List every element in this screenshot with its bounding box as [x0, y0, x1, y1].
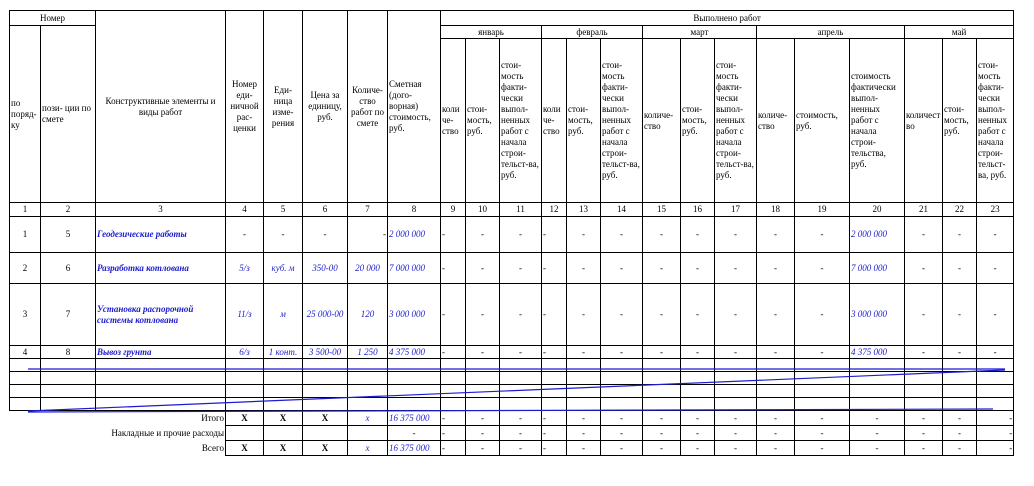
empty-row	[10, 372, 1014, 385]
header-cena: Цена за единицу, руб.	[303, 11, 348, 203]
cell-dash: -	[601, 441, 643, 456]
empty-row	[10, 385, 1014, 398]
cell-dash: -	[850, 426, 905, 441]
cell-dash: -	[757, 441, 795, 456]
cell-dash: -	[715, 441, 757, 456]
cell-dash: -	[681, 284, 715, 346]
cell-dash: -	[795, 441, 850, 456]
cell-dash: -	[943, 441, 977, 456]
cell-dash: -	[500, 426, 542, 441]
cell-dash: -	[441, 284, 466, 346]
cell-dash: -	[977, 346, 1014, 359]
cell-dash: -	[977, 411, 1014, 426]
header-nomer: Номер	[10, 11, 96, 26]
cell-dash: -	[715, 253, 757, 284]
colnum: 19	[795, 203, 850, 217]
sub-stoim-mar: стои-мость, руб.	[681, 39, 715, 203]
cell-dash: -	[567, 346, 601, 359]
row-rate: 5/з	[226, 253, 264, 284]
cell-dash: -	[795, 426, 850, 441]
cell-dash: -	[567, 217, 601, 253]
colnum: 9	[441, 203, 466, 217]
cell-dash: -	[567, 426, 601, 441]
cell-dash: -	[943, 284, 977, 346]
cell-dash: -	[441, 253, 466, 284]
row-name: Установка распорочной системы котлована	[96, 284, 226, 346]
colnum: 14	[601, 203, 643, 217]
colnum: 22	[943, 203, 977, 217]
row-unit: м	[264, 284, 303, 346]
row-unit: 1 конт.	[264, 346, 303, 359]
cell-dash: -	[441, 441, 466, 456]
cell-dash: -	[466, 441, 500, 456]
cell-dash: -	[643, 346, 681, 359]
works-table	[9, 10, 1014, 456]
sub-stoim-feb: стои-мость, руб.	[567, 39, 601, 203]
cell-dash: -	[905, 411, 943, 426]
cell-dash: -	[681, 253, 715, 284]
cell-dash: -	[681, 426, 715, 441]
cell-dash: -	[977, 441, 1014, 456]
header-smetnaya: Сметная (дого-ворная) стоимость, руб.	[388, 11, 441, 203]
cell-dash: -	[466, 346, 500, 359]
sub-fakt-jan: стои-мость факти-чески выпол-ненных работ с начала строи-тельст-ва, руб.	[500, 39, 542, 203]
sub-stoim-apr: стоимость, руб.	[795, 39, 850, 203]
cell-dash: -	[681, 217, 715, 253]
cell-dash: -	[757, 426, 795, 441]
row-cost: 4 375 000	[388, 346, 441, 359]
colnum: 3	[96, 203, 226, 217]
colnum: 11	[500, 203, 542, 217]
sub-fakt-apr: стоимость фактически выпол-ненных работ с начала строи-тельства, руб.	[850, 39, 905, 203]
cell-dash: -	[977, 253, 1014, 284]
row-price: 3 500-00	[303, 346, 348, 359]
row-rate: 11/з	[226, 284, 264, 346]
cell-dash: -	[905, 253, 943, 284]
cell-dash: -	[757, 411, 795, 426]
cell-dash: -	[466, 284, 500, 346]
cell-dash: -	[441, 411, 466, 426]
table-row	[10, 346, 1014, 359]
itogo-x: X	[303, 411, 348, 426]
cell-dash: -	[795, 411, 850, 426]
row-rate: 6/з	[226, 346, 264, 359]
cell-dash: -	[850, 441, 905, 456]
cell-dash: -	[943, 411, 977, 426]
header-vypolneno: Выполнено работ	[441, 11, 1014, 26]
cell-dash: -	[905, 217, 943, 253]
cell-dash: -	[601, 284, 643, 346]
header-elements: Конструктивные элементы и виды работ	[96, 11, 226, 203]
cell-dash: -	[500, 284, 542, 346]
cell-dash: -	[943, 346, 977, 359]
cell-dash: -	[567, 411, 601, 426]
row-april-cost: 2 000 000	[850, 217, 905, 253]
month-may: май	[905, 26, 1014, 39]
cell-dash: -	[441, 217, 466, 253]
month-february: февраль	[542, 26, 643, 39]
vsego-sum: 16 375 000	[388, 441, 441, 456]
colnum: 13	[567, 203, 601, 217]
colnum: 2	[41, 203, 96, 217]
sub-fakt-may: стои-мость факти-чески выпол-ненных работ с начала строи-тельст-ва, руб.	[977, 39, 1014, 203]
colnum: 1	[10, 203, 41, 217]
header-pozicii: пози- ции по смете	[41, 26, 96, 203]
month-january: январь	[441, 26, 542, 39]
header-nomer-rascenki: Номер еди-ничной рас-ценки	[226, 11, 264, 203]
colnum: 5	[264, 203, 303, 217]
cell-dash: -	[601, 426, 643, 441]
colnum: 23	[977, 203, 1014, 217]
table-row	[10, 284, 1014, 346]
colnum: 21	[905, 203, 943, 217]
totals-row-itogo	[10, 411, 1014, 426]
colnum: 7	[348, 203, 388, 217]
cell-dash: -	[567, 253, 601, 284]
cell-dash: -	[681, 411, 715, 426]
cell-dash: -	[757, 217, 795, 253]
sub-kol-mar: количе-ство	[643, 39, 681, 203]
cell-dash: -	[542, 346, 567, 359]
header-kolichestvo: Количе-ство работ по смете	[348, 11, 388, 203]
cell-dash: -	[500, 441, 542, 456]
nakladnye-label: Накладные и прочие расходы	[10, 426, 226, 441]
row-name: Геодезические работы	[96, 217, 226, 253]
itogo-sum: 16 375 000	[388, 411, 441, 426]
cell-dash: -	[715, 346, 757, 359]
sub-kol-feb: коли че-ство	[542, 39, 567, 203]
colnum: 20	[850, 203, 905, 217]
sub-stoim-jan: стои-мость, руб.	[466, 39, 500, 203]
sub-fakt-mar: стои-мость факти-чески выпол-ненных работ с начала строи-тельст-ва, руб.	[715, 39, 757, 203]
table-row	[10, 253, 1014, 284]
cell-dash: -	[905, 441, 943, 456]
cell-dash: -	[943, 426, 977, 441]
nakladnye-cell	[303, 426, 348, 441]
row-price: -	[303, 217, 348, 253]
cell-dash: -	[757, 346, 795, 359]
colnum: 18	[757, 203, 795, 217]
row-name: Вывоз грунта	[96, 346, 226, 359]
colnum: 12	[542, 203, 567, 217]
cell-dash: -	[715, 284, 757, 346]
cell-dash: -	[567, 441, 601, 456]
cell-dash: -	[542, 441, 567, 456]
cell-dash: -	[500, 411, 542, 426]
row-qty: 1 250	[348, 346, 388, 359]
cell-dash: -	[601, 217, 643, 253]
row-position: 8	[41, 346, 96, 359]
cell-dash: -	[643, 217, 681, 253]
row-unit: куб. м	[264, 253, 303, 284]
cell-dash: -	[466, 426, 500, 441]
row-number: 2	[10, 253, 41, 284]
cell-dash: -	[905, 426, 943, 441]
cell-dash: -	[441, 346, 466, 359]
colnum: 8	[388, 203, 441, 217]
vsego-x: X	[264, 441, 303, 456]
cell-dash: -	[500, 346, 542, 359]
cell-dash: -	[795, 346, 850, 359]
vsego-label: Всего	[10, 441, 226, 456]
colnum: 15	[643, 203, 681, 217]
cell-dash: -	[977, 284, 1014, 346]
cell-dash: -	[601, 346, 643, 359]
cell-dash: -	[905, 284, 943, 346]
colnum: 16	[681, 203, 715, 217]
row-position: 7	[41, 284, 96, 346]
cell-dash: -	[681, 346, 715, 359]
cell-dash: -	[388, 426, 441, 441]
cell-dash: -	[977, 217, 1014, 253]
row-qty: 20 000	[348, 253, 388, 284]
row-cost: 3 000 000	[388, 284, 441, 346]
colnum: 6	[303, 203, 348, 217]
table-row	[10, 217, 1014, 253]
row-name: Разработка котлована	[96, 253, 226, 284]
cell-dash: -	[943, 217, 977, 253]
itogo-label: Итого	[10, 411, 226, 426]
sub-fakt-feb: стои-мость факти-чески выпол-ненных работ с начала строи-тельст-ва, руб.	[601, 39, 643, 203]
cell-dash: -	[441, 426, 466, 441]
vsego-x: X	[303, 441, 348, 456]
row-rate: -	[226, 217, 264, 253]
vsego-x: X	[226, 441, 264, 456]
sub-kol-apr: количе-ство	[757, 39, 795, 203]
sub-kol-jan: коли че-ство	[441, 39, 466, 203]
row-cost: 7 000 000	[388, 253, 441, 284]
cell-dash: -	[643, 411, 681, 426]
row-cost: 2 000 000	[388, 217, 441, 253]
cell-dash: -	[500, 217, 542, 253]
cell-dash: -	[795, 217, 850, 253]
cell-dash: -	[466, 217, 500, 253]
itogo-x: X	[226, 411, 264, 426]
sub-stoim-may: стои-мость, руб.	[943, 39, 977, 203]
itogo-x-lower: х	[348, 411, 388, 426]
cell-dash: -	[643, 426, 681, 441]
empty-row	[10, 359, 1014, 372]
cell-dash: -	[977, 426, 1014, 441]
cell-dash: -	[601, 253, 643, 284]
totals-row-nakladnye	[10, 426, 1014, 441]
cell-dash: -	[542, 217, 567, 253]
cell-dash: -	[757, 284, 795, 346]
cell-dash: -	[567, 284, 601, 346]
cell-dash: -	[542, 426, 567, 441]
row-price: 25 000-00	[303, 284, 348, 346]
cell-dash: -	[601, 411, 643, 426]
month-march: март	[643, 26, 757, 39]
sub-kol-may: количество	[905, 39, 943, 203]
colnum: 17	[715, 203, 757, 217]
cell-dash: -	[757, 253, 795, 284]
cell-dash: -	[715, 217, 757, 253]
cell-dash: -	[500, 253, 542, 284]
cell-dash: -	[795, 253, 850, 284]
row-april-cost: 7 000 000	[850, 253, 905, 284]
row-april-cost: 4 375 000	[850, 346, 905, 359]
cell-dash: -	[542, 253, 567, 284]
nakladnye-cell	[348, 426, 388, 441]
nakladnye-cell	[264, 426, 303, 441]
row-unit: -	[264, 217, 303, 253]
row-qty: 120	[348, 284, 388, 346]
colnum: 4	[226, 203, 264, 217]
vsego-x-lower: х	[348, 441, 388, 456]
row-number: 4	[10, 346, 41, 359]
header-edinica: Еди-ница изме-рения	[264, 11, 303, 203]
row-price: 350-00	[303, 253, 348, 284]
empty-row	[10, 398, 1014, 411]
row-april-cost: 3 000 000	[850, 284, 905, 346]
estimate-form	[9, 10, 1014, 456]
cell-dash: -	[795, 284, 850, 346]
month-april: апрель	[757, 26, 905, 39]
itogo-x: X	[264, 411, 303, 426]
cell-dash: -	[466, 411, 500, 426]
cell-dash: -	[905, 346, 943, 359]
cell-dash: -	[466, 253, 500, 284]
cell-dash: -	[943, 253, 977, 284]
cell-dash: -	[715, 411, 757, 426]
cell-dash: -	[542, 284, 567, 346]
column-numbers-row	[10, 203, 1014, 217]
header-po-poryadku: по поряд-ку	[10, 26, 41, 203]
cell-dash: -	[643, 253, 681, 284]
colnum: 10	[466, 203, 500, 217]
row-position: 5	[41, 217, 96, 253]
cell-dash: -	[681, 441, 715, 456]
totals-row-vsego	[10, 441, 1014, 456]
row-position: 6	[41, 253, 96, 284]
cell-dash: -	[542, 411, 567, 426]
row-qty: -	[348, 217, 388, 253]
nakladnye-cell	[226, 426, 264, 441]
row-number: 1	[10, 217, 41, 253]
cell-dash: -	[643, 441, 681, 456]
row-number: 3	[10, 284, 41, 346]
cell-dash: -	[643, 284, 681, 346]
cell-dash: -	[715, 426, 757, 441]
cell-dash: -	[850, 411, 905, 426]
